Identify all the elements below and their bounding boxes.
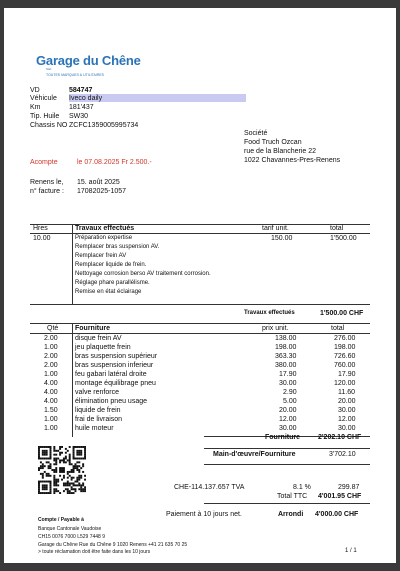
garage-address: Garage du Chêne Rue du Chêne 9 1020 Renens +41 21 635 70 25 [38, 542, 188, 548]
labor-header-unit: tarif unit. [262, 225, 289, 232]
part-total: 276.00 [334, 335, 356, 342]
invoice-place: Renens le, [30, 179, 64, 186]
huile-label: Tip. Huile [30, 113, 60, 120]
part-total: 11.60 [338, 389, 355, 396]
part-qty: 4.00 [44, 380, 58, 387]
parts-summary-value: 2'202.10 CHF [318, 434, 362, 441]
labor-summary-label: Travaux effectués [244, 310, 295, 316]
tva-rate: 8.1 % [293, 484, 311, 491]
part-qty: 2.00 [44, 335, 58, 342]
parts-summary-label: Fourniture [265, 434, 300, 441]
part-total: 17.90 [338, 371, 356, 378]
vehicule-label: Véhicule [30, 95, 57, 102]
part-unit: 380.00 [275, 362, 297, 369]
part-unit: 20.00 [279, 407, 297, 414]
customer-line4: 1022 Chavannes-Pres-Renens [244, 157, 341, 164]
invoice-num-value: 17082025-1057 [77, 188, 127, 195]
part-total: 120.00 [334, 380, 356, 387]
part-qty: 1.00 [44, 425, 58, 432]
part-qty: 1.00 [44, 416, 58, 423]
acompte-value: le 07.08.2025 Fr 2.500.- [77, 159, 152, 166]
part-unit: 2.90 [283, 389, 297, 396]
bank-name: Banque Cantonale Vaudoise [38, 526, 102, 532]
arrondi-value: 4'000.00 CHF [315, 511, 359, 518]
customer-line2: Food Truch Ozcan [244, 139, 302, 146]
bank-iban: CH15 0076 7000 L529 7448 9 [38, 534, 106, 540]
part-total: 12.00 [338, 416, 356, 423]
part-desc: bras suspension supérieur [75, 353, 158, 360]
tva-number: CHE-114.137.657 TVA [174, 484, 245, 491]
part-qty: 1.50 [44, 407, 58, 414]
parts-header-unit: prix unit. [262, 325, 289, 332]
part-desc: élimination pneu usage [75, 398, 147, 405]
km-label: Km [30, 104, 41, 111]
qr-code [38, 446, 86, 494]
part-total: 198.00 [334, 344, 356, 351]
labor-hrs: 10.00 [33, 235, 51, 242]
mo-value: 3'702.10 [329, 451, 356, 458]
invoice-num-label: n° facture : [30, 188, 64, 195]
mo-label: Main-d'œuvre/Fourniture [213, 451, 296, 458]
part-desc: frai de livraison [75, 416, 123, 423]
part-desc: jeu plaquette frein [75, 344, 131, 351]
invoice-page [4, 8, 396, 563]
labor-line: Remise en état éclairage [75, 289, 142, 295]
part-unit: 17.90 [279, 371, 297, 378]
part-total: 30.00 [338, 425, 356, 432]
labor-unit: 150.00 [271, 235, 293, 242]
customer-line3: rue de la Blancherie 22 [244, 148, 316, 155]
part-unit: 198.00 [275, 344, 297, 351]
part-desc: montage équilibrage pneu [75, 380, 156, 387]
part-unit: 12.00 [279, 416, 297, 423]
labor-line: Remplacer liquide de frein. [75, 262, 147, 268]
part-total: 726.60 [334, 353, 356, 360]
km-value: 181'437 [69, 104, 94, 111]
customer-line1: Société [244, 130, 268, 137]
vd-label: VD [30, 87, 40, 94]
part-desc: feu gabari latéral droite [75, 371, 147, 378]
part-unit: 138.00 [275, 335, 297, 342]
labor-header-hrs: Hres [33, 225, 48, 232]
page-number: 1 / 1 [345, 548, 357, 554]
labor-header-total: total [330, 225, 344, 232]
ttc-label: Total TTC [277, 493, 308, 500]
labor-line: Réglage phare parallélisme. [75, 280, 150, 286]
logo-small: Sàrl [46, 67, 52, 71]
part-unit: 30.00 [279, 425, 297, 432]
part-unit: 363.30 [275, 353, 297, 360]
parts-header-qty: Qté [47, 325, 59, 332]
payment-terms: Paiement à 10 jours net. [166, 511, 242, 518]
labor-line: Préparation expertise [75, 235, 133, 241]
parts-header-title: Fourniture [75, 325, 110, 332]
part-desc: disque frein AV [75, 335, 122, 342]
compte-label: Compte / Payable à [38, 517, 84, 523]
logo-tagline: TOUTES MARQUES & UTILITAIRES [46, 73, 105, 77]
ttc-value: 4'001.95 CHF [318, 493, 362, 500]
part-qty: 2.00 [44, 353, 58, 360]
chassis-value: ZCFC1359005995734 [69, 122, 139, 129]
part-qty: 4.00 [44, 389, 58, 396]
vd-value: 584747 [69, 87, 93, 94]
part-desc: huile moteur [75, 425, 114, 432]
parts-header-total: total [331, 325, 345, 332]
arrondi-label: Arrondi [278, 511, 304, 518]
part-qty: 2.00 [44, 362, 58, 369]
part-desc: valve renforce [75, 389, 119, 396]
acompte-label: Acompte [30, 159, 58, 166]
part-unit: 5.00 [283, 398, 297, 405]
labor-summary-value: 1'500.00 CHF [320, 310, 364, 317]
tva-value: 299.87 [338, 484, 360, 491]
labor-total: 1'500.00 [330, 235, 357, 242]
huile-value: SW30 [69, 113, 89, 120]
reclamation-note: > toute réclamation doit être faite dans les 10 jours [38, 549, 151, 555]
logo-name: Garage du Chêne [36, 53, 141, 68]
labor-header-title: Travaux effectués [75, 225, 135, 232]
part-total: 30.00 [338, 407, 356, 414]
labor-line: Remplacer frein AV [75, 253, 127, 259]
invoice-date: 15. août 2025 [77, 179, 120, 186]
part-qty: 1.00 [44, 371, 58, 378]
part-unit: 30.00 [279, 380, 297, 387]
part-desc: bras suspension inferieur [75, 362, 154, 369]
part-desc: liquide de frein [75, 407, 121, 414]
part-qty: 1.00 [44, 344, 58, 351]
part-total: 760.00 [334, 362, 356, 369]
vehicule-value: Iveco daily [69, 95, 103, 102]
labor-line: Nettoyage corrosion berso AV traitement corrosion. [75, 271, 211, 277]
part-total: 20.00 [338, 398, 356, 405]
part-qty: 4.00 [44, 398, 58, 405]
chassis-label: Chassis NO [30, 122, 68, 129]
labor-line: Remplacer bras suspension AV. [75, 244, 160, 250]
